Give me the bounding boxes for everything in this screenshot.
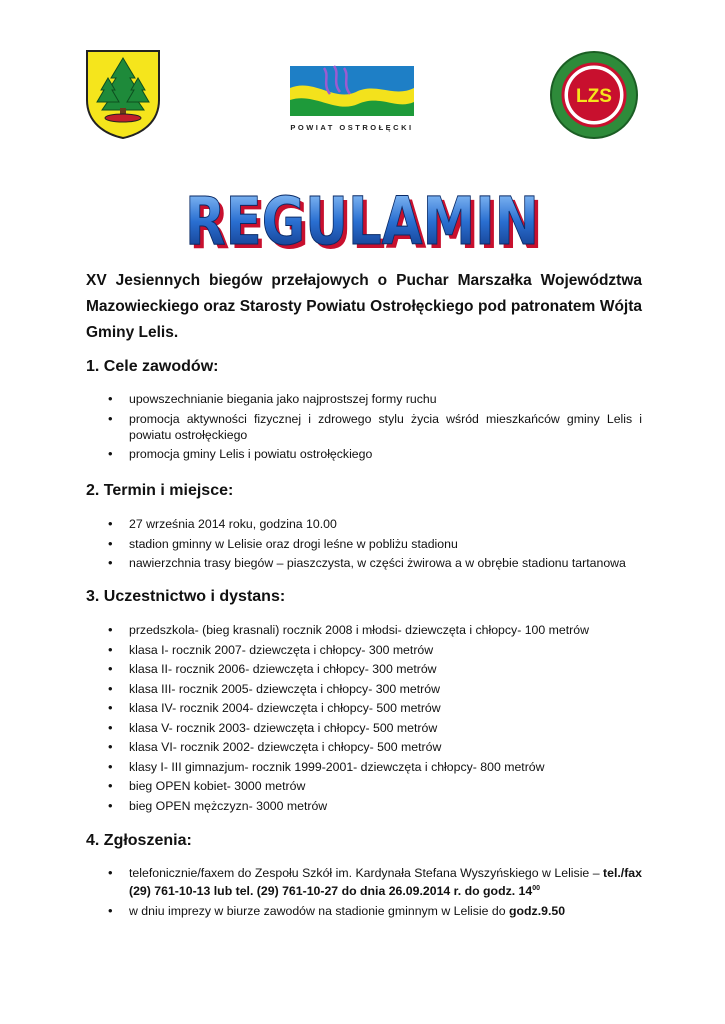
title-text: REGULAMIN: [185, 184, 539, 252]
section-title-zgloszenia: 4. Zgłoszenia:: [86, 832, 192, 849]
list-zgloszenia: [108, 865, 642, 922]
list-item: • promocja aktywności fizycznej i zdrowego stylu życia wśród mieszkańców gminy Lelis i powiatu ostrołęckiego: [108, 411, 642, 443]
list-item: • klasy I- III gimnazjum- rocznik 1999-2001- dziewczęta i chłopcy- 800 metrów: [108, 759, 642, 775]
title-shadow: REGULAMIN: [189, 187, 543, 252]
list-item: • klasa IV- rocznik 2004- dziewczęta i chłopcy- 500 metrów: [108, 700, 642, 716]
list-item: [108, 865, 642, 899]
list-item: • stadion gminny w Lelisie oraz drogi leśne w pobliżu stadionu: [108, 536, 642, 552]
document-title: [180, 184, 546, 252]
zgloszenia-hour-sup: 00: [532, 885, 541, 892]
zgloszenia-phone-label: tel./fax: [603, 866, 642, 880]
list-item: • promocja gminy Lelis i powiatu ostrołęckiego: [108, 446, 642, 462]
list-item: • upowszechnianie biegania jako najprostszej formy ruchu: [108, 391, 642, 407]
list-item: • klasa I- rocznik 2007- dziewczęta i chłopcy- 300 metrów: [108, 642, 642, 658]
section-title-uczestnictwo: 3. Uczestnictwo i dystans:: [86, 588, 286, 605]
list-termin: [108, 516, 642, 575]
gmina-lelis-coat-of-arms-icon: [84, 48, 162, 140]
zgloszenia-office-time: godz.9.50: [509, 903, 566, 918]
list-item: • przedszkola- (bieg krasnali) rocznik 2008 i młodsi- dziewczęta i chłopcy- 100 metrów: [108, 622, 642, 638]
zgloszenia-phone-text: telefonicznie/faxem do Zespołu Szkół im. Kardynała Stefana Wyszyńskiego w Lelisie –: [129, 866, 604, 880]
list-cele: [108, 391, 642, 466]
list-item: • nawierzchnia trasy biegów – piaszczysta, w części żwirowa a w obrębie stadionu tartanowa: [108, 555, 642, 571]
lzs-logo: [549, 50, 639, 140]
list-item: • klasa VI- rocznik 2002- dziewczęta i chłopcy- 500 metrów: [108, 739, 642, 755]
section-title-termin: 2. Termin i miejsce:: [86, 482, 234, 499]
list-item: [108, 903, 642, 919]
zgloszenia-phone-numbers: (29) 761-10-13 lub tel. (29) 761-10-27 do dnia 26.09.2014 r. do godz. 14: [129, 884, 533, 899]
list-item: • klasa III- rocznik 2005- dziewczęta i chłopcy- 300 metrów: [108, 681, 642, 697]
list-item: • 27 września 2014 roku, godzina 10.00: [108, 516, 642, 532]
list-uczestnictwo: [108, 622, 642, 817]
list-item: • klasa V- rocznik 2003- dziewczęta i chłopcy- 500 metrów: [108, 720, 642, 736]
powiat-ostrolecki-logo: [284, 58, 420, 134]
list-item: • klasa II- rocznik 2006- dziewczęta i chłopcy- 300 metrów: [108, 661, 642, 677]
powiat-ostrolecki-text: POWIAT OSTROŁĘCKI: [290, 123, 414, 132]
intro-paragraph: XV Jesiennych biegów przełajowych o Puchar Marszałka Województwa Mazowieckiego oraz Starosty Powiatu Ostrołęckiego pod patronatem Wójta Gminy Lelis.: [86, 272, 642, 341]
section-title-cele: 1. Cele zawodów:: [86, 358, 219, 375]
list-item: • bieg OPEN kobiet- 3000 metrów: [108, 778, 642, 794]
list-item: • bieg OPEN mężczyzn- 3000 metrów: [108, 798, 642, 814]
lzs-text: LZS: [576, 86, 612, 107]
zgloszenia-office-text: w dniu imprezy w biurze zawodów na stadionie gminnym w Lelisie do: [129, 903, 510, 918]
